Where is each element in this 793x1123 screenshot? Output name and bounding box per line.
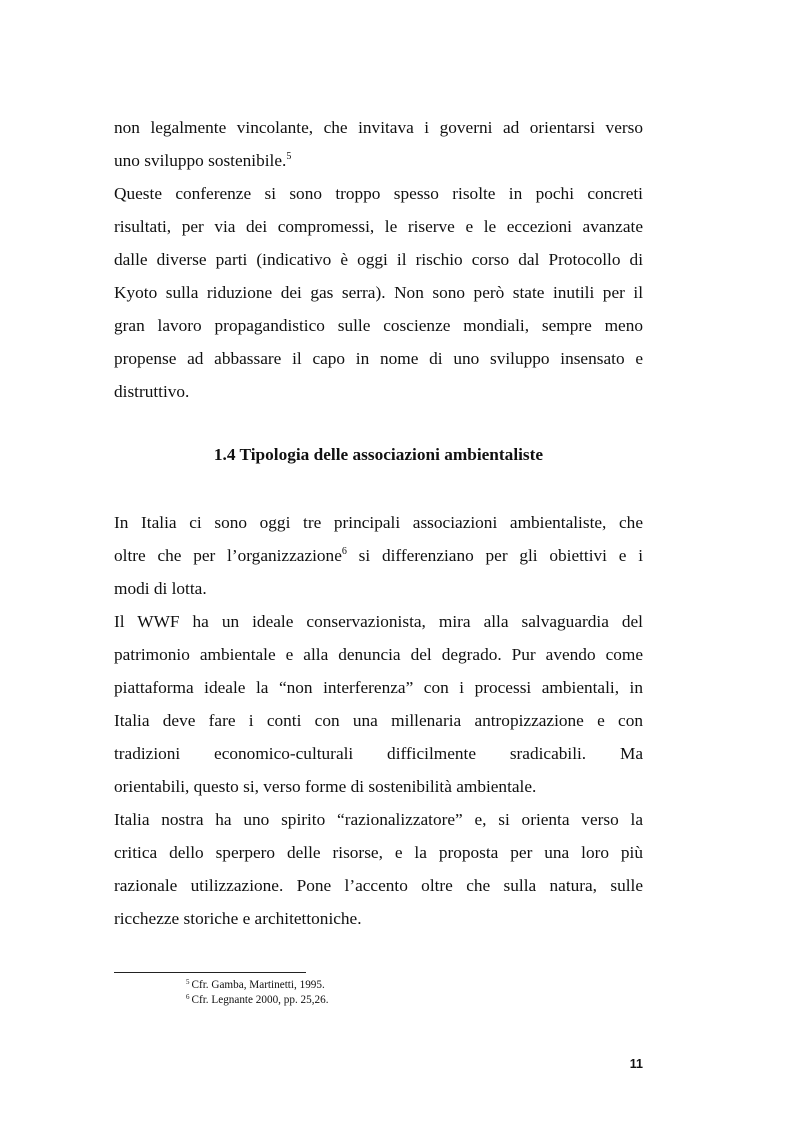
footnote-ref-6[interactable]: 6 bbox=[341, 546, 347, 557]
text-line: piattaforma ideale la “non interferenza” con i processi ambientali, in bbox=[114, 678, 643, 697]
text-line: Il WWF ha un ideale conservazionista, mira alla salvaguardia del bbox=[114, 612, 643, 631]
text-line: patrimonio ambientale e alla denuncia del degrado. Pur avendo come bbox=[114, 645, 643, 664]
text-line: Kyoto sulla riduzione dei gas serra). Non sono però state inutili per il bbox=[114, 283, 643, 302]
text-line: non legalmente vincolante, che invitava i governi ad orientarsi verso bbox=[114, 118, 643, 137]
section-heading: 1.4 Tipologia delle associazioni ambientaliste bbox=[213, 445, 544, 464]
text-line: razionale utilizzazione. Pone l’accento oltre che sulla natura, sulle bbox=[114, 876, 643, 895]
text-line: critica dello sperpero delle risorse, e la proposta per una loro più bbox=[114, 843, 643, 862]
text-line: gran lavoro propagandistico sulle coscienze mondiali, sempre meno bbox=[114, 316, 643, 335]
text-line: uno sviluppo sostenibile.$^5$ bbox=[114, 151, 292, 170]
text-line: risultati, per via dei compromessi, le riserve e le eccezioni avanzate bbox=[114, 217, 643, 236]
text-line: dalle diverse parti (indicativo è oggi il rischio corso dal Protocollo di bbox=[114, 250, 643, 269]
paragraph-conferences bbox=[114, 111, 643, 408]
text-line: In Italia ci sono oggi tre principali associazioni ambientaliste, che bbox=[114, 513, 643, 532]
text-line: modi di lotta. bbox=[114, 579, 207, 598]
paragraph-associations bbox=[114, 506, 643, 935]
page-number: 11 bbox=[629, 1057, 643, 1071]
text-line: Italia deve fare i conti con una millenaria antropizzazione e con bbox=[114, 711, 643, 730]
text-line: Italia nostra ha uno spirito “razionalizzatore” e, si orienta verso la bbox=[114, 810, 643, 829]
footnotes bbox=[186, 978, 329, 1008]
footnote-6: $^6$ Cfr. Legnante 2000, pp. 25,26. bbox=[186, 993, 329, 1006]
text-line: ricchezze storiche e architettoniche. bbox=[114, 909, 362, 928]
text-line: distruttivo. bbox=[114, 382, 190, 401]
text-line: orientabili, questo si, verso forme di sostenibilità ambientale. bbox=[114, 777, 537, 796]
text-line: oltre che per l’organizzazione$^6$ si differenziano per gli obiettivi e i bbox=[114, 546, 643, 565]
text-line: propense ad abbassare il capo in nome di uno sviluppo insensato e bbox=[114, 349, 643, 368]
footnote-5: $^5$ Cfr. Gamba, Martinetti, 1995. bbox=[186, 978, 325, 991]
text-line: tradizioni economico-culturali difficilmente sradicabili. Ma bbox=[114, 744, 643, 763]
text-line: Queste conferenze si sono troppo spesso risolte in pochi concreti bbox=[114, 184, 643, 203]
footnote-ref-5[interactable]: 5 bbox=[286, 151, 292, 162]
footnote-separator bbox=[114, 972, 306, 973]
